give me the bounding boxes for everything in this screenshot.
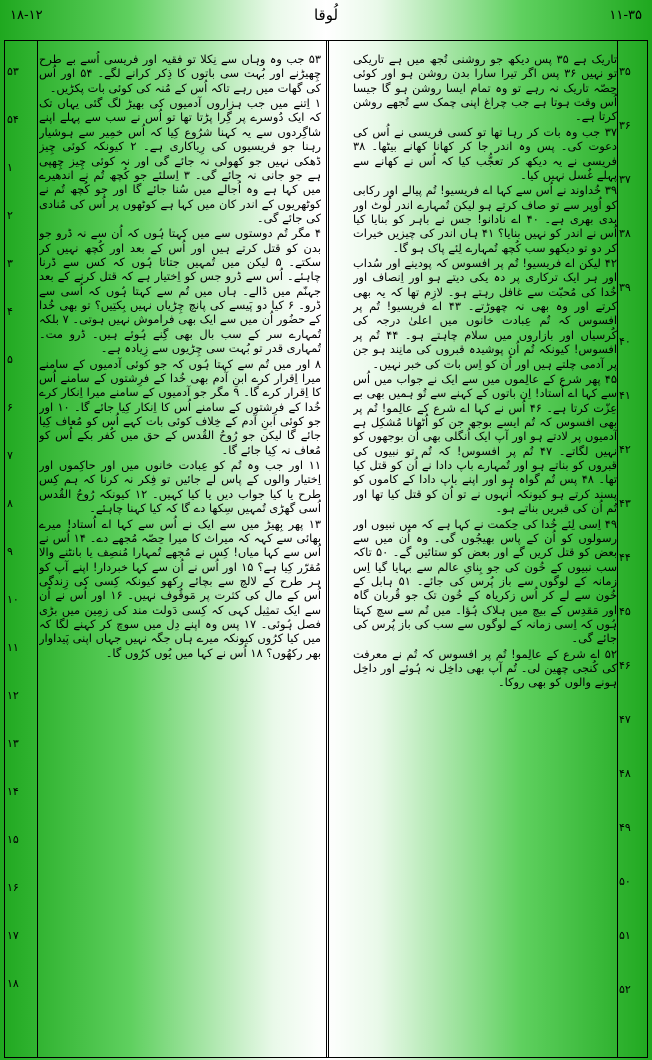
verse-number: ۵۳ [7,65,19,78]
chapter-verse-left: ۱۸-۱۲ [10,8,43,23]
right-text-column [353,51,617,1049]
verse-number: ۳۶ [619,119,631,132]
verse-number: ۵۴ [7,113,19,126]
verse-paragraph: ۵۳ جب وہ وہاں سے نِکلا تو فقیہ اور فریسی اُسے بے طرح چِھیڑنے اور بُہت سی باتوں کا ذِکر کرانے لگے۔ ۵۴ اور اُس کی گھات میں رہے تاکہ اُس کے مُنہ کی کوئی بات پکڑیں۔ [39,52,321,95]
verse-paragraph: ۱۱ اور جب وہ تُم کو عِبادت خانوں میں اور حاکِموں اور اِختیار والوں کے پاس لے جائیں تو فِکر نہ کرنا کہ ہم کِس طرح یا کیا جواب دیں یا کیا کہیں۔ ۱۲ کیونکہ رُوحُ القُدس اُسی گھڑی تُمہیں سِکھا دے گا کہ کیا کہنا چاہئے۔ [39,458,321,516]
verse-paragraph: ۸ اور میں تُم سے کہتا ہُوں کہ جو کوئی آدمیوں کے سامنے میرا اِقرار کرے ابنِ آدم بھی خُدا کے فرِشتوں کے سامنے اُس کا اِقرار کرے گا۔ ۹ مگر جو آدمیوں کے سامنے میرا اِنکار کرے خُدا کے فرِشتوں کے سامنے اُس کا اِنکار کِیا جائے گا۔ ۱۰ اور جو کوئی ابنِ آدم کے خِلاف کوئی بات کہے اُس کو مُعاف کِیا جائے گا لیکن جو رُوحُ القُدس کے حق میں کُفر بکے اُس کو مُعاف نہ کِیا جائے گا۔ [39,356,321,457]
verse-number: ۴۲ [619,443,631,456]
verse-number: ۵۰ [619,875,631,888]
verse-number: ۴۱ [619,389,631,402]
verse-number: ۱۱ [7,641,19,654]
verse-number: ۱۰ [7,593,19,606]
verse-paragraph: تاریک ہے ۳۵ پس دیکھ جو روشنی تُجھ میں ہے تاریکی تو نہیں ۳۶ پس اگر تیرا سارا بدن روشن ہو اور کوئی حِصّہ تاریک نہ رہے تو وہ تمام ایسا روشن ہو گا جیسا اُس وقت ہوتا ہے جب چراغ اپنی چمک سے تُجھے روشن کرتا ہے۔ [353,52,617,124]
chapter-verse-right: ۱۱-۳۵ [609,8,642,23]
verse-number: ۷ [7,449,13,462]
book-title: لُوقا [313,6,339,24]
verse-paragraph: ۳۹ خُداوند نے اُس سے کہا اے فریسیو! تُم پیالے اور رکابی کو اُوپر سے تو صاف کرتے ہو لیکن تُمہارے اندر لُوٹ اور بدی بھری ہے۔ ۴۰ اے نادانو! جس نے باہر کو بنایا کیا اُس نے اندر کو نہیں بنایا؟ ۴۱ ہاں اندر کی چیزیں خیرات کر دو تو دیکھو سب کُچھ تُمہارے لِئے پاک ہو گا۔ [353,183,617,255]
verse-number: ۴ [7,305,13,318]
verse-number: ۳۸ [619,227,631,240]
verse-number: ۳۷ [619,173,631,186]
right-margin-rule [617,41,618,1057]
verse-number: ۵۲ [619,983,631,996]
verse-paragraph: ۱۳ پھر بِھیڑ میں سے ایک نے اُس سے کہا اے اُستاد! میرے بھائی سے کہہ کہ میراث کا میرا حِصّہ مُجھے دے۔ ۱۴ اُس نے اُس سے کہا میاں! کِس نے مُجھے تُمہارا مُنصِف یا بانٹنے والا مُقرّر کِیا ہے؟ ۱۵ اور اُس نے اُن سے کہا خبردار! اپنے آپ کو ہر طرح کے لالچ سے بچائے رکھو کیونکہ کِسی کی زِندگی اُس کے مال کی کثرت پر مَوقُوف نہیں۔ ۱۶ اور اُس نے اُن سے ایک تمثِیل کہی کہ کِسی دَولت مند کی زمِین میں بڑی فصل ہُوئی۔ ۱۷ پس وہ اپنے دِل میں سوچ کر کہنے لگا کہ میں کیا کرُوں کیونکہ میرے ہاں جگہ نہیں جہاں اپنی پَیداوار بھر رکھُوں؟ ۱۸ اُس نے کہا میں یُوں کرُوں گا۔ [39,516,321,660]
verse-number: ۸ [7,497,13,510]
verse-paragraph: ۴۹ اِسی لِئے خُدا کی حِکمت نے کہا ہے کہ میں نبیوں اور رسولوں کو اُن کے پاس بھیجُوں گی۔ وہ اُن میں سے بعض کو قتل کریں گے اور بعض کو ستائیں گے۔ ۵۰ تاکہ سب نبیوں کے خُون کی جو بِنایِ عالم سے بہایا گیا اِس زمانہ کے لوگوں سے باز پُرس کی جائے۔ ۵۱ ہابل کے خُون سے لے کر اُس زکریاہ کے خُون تک جو قُربان گاہ اور مَقدِس کے بیچ میں ہلاک ہُؤا۔ میں تُم سے سچ کہتا ہُوں کہ اِسی زمانہ کے لوگوں سے سب کی باز پُرس کی جائے گی۔ [353,516,617,646]
left-text-column [39,51,321,1049]
verse-number: ۴۴ [619,551,631,564]
verse-number: ۴۹ [619,821,631,834]
verse-number: ۱۴ [7,785,19,798]
verse-paragraph: ۴۲ لیکن اے فریسیو! تُم پر افسوس کہ پودینے اور سُداب اور ہر ایک ترکاری پر دہ یکی دیتے ہو اور اِنصاف اور خُدا کی مُحبّت سے غافل رہتے ہو۔ لازِم تھا کہ یہ بھی کرتے اور وہ بھی نہ چھوڑتے۔ ۴۳ اے فریسیو! تُم پر افسوس کہ تُم عِبادت خانوں میں اعلیٰ درجہ کی کُرسیاں اور بازاروں میں سلام چاہتے ہو۔ ۴۴ تُم پر افسوس! کیونکہ تُم اُن پوشیدہ قبروں کی مانِند ہو جن پر آدمی چلتے ہیں اور اُن کو اِس بات کی خبر نہیں۔ [353,256,617,371]
verse-number: ۱۵ [7,833,19,846]
left-verse-numbers [7,51,37,1049]
verse-number: ۴۷ [619,713,631,726]
right-verse-numbers [619,51,649,1049]
verse-number: ۴۶ [619,659,631,672]
verse-number: ۴۵ [619,605,631,618]
verse-number: ۵۱ [619,929,631,942]
verse-number: ۴۰ [619,335,631,348]
verse-paragraph: ۵۲ اے شرع کے عالِمو! تُم پر افسوس کہ تُم نے معرفت کی کُنجی چھین لی۔ تُم آپ بھی داخِل نہ ہُوئے اور داخِل ہونے والوں کو بھی روکا۔ [353,646,617,690]
verse-paragraph: ۳۷ جب وہ بات کر رہا تھا تو کسی فریسی نے اُس کی دعوت کی۔ پس وہ اندر جا کر کھانا کھانے بیٹھا۔ ۳۸ فریسی نے یہ دیکھ کر تعجُّب کیا کہ اُس نے کھانے سے پہلے غُسل نہیں کیا۔ [353,124,617,182]
verse-number: ۱۷ [7,929,19,942]
verse-number: ۱۲ [7,689,19,702]
left-margin-rule [37,41,38,1057]
verse-number: ۹ [7,545,13,558]
verse-paragraph: ۴۵ پھر شرع کے عالِموں میں سے ایک نے جواب میں اُس سے کہا اے اُستاد! اِن باتوں کے کہنے سے تُو ہمیں بھی بے عِزّت کرتا ہے۔ ۴۶ اُس نے کہا اے شرع کے عالِمو! تُم پر بھی افسوس کہ تُم ایسے بوجھ جن کو اُٹھانا مُشکِل ہے آدمیوں پر لادتے ہو اور آپ ایک اُنگلی بھی اُن بوجھوں کو نہیں لگاتے۔ ۴۷ تُم پر افسوس! کہ تُم تو نبیوں کی قبروں کو بناتے ہو اور تُمہارے باپ دادا نے اُن کو قتل کیا تھا۔ ۴۸ پس تُم گواہ ہو اور اپنے باپ دادا کے کاموں کو پسند کرتے ہو کیونکہ اُنہوں نے تو اُن کو قتل کیا تھا اور تُم اُن کی قبریں بناتے ہو۔ [353,371,617,516]
verse-number: ۶ [7,401,13,414]
verse-paragraph: ۱ اِتنے میں جب ہزاروں آدمیوں کی بھیڑ لگ گئی یہاں تک کہ ایک دُوسرے پر گِرا پڑتا تھا تو اُس نے سب سے پہلے اپنے شاگِردوں سے یہ کہنا شرُوع کِیا کہ اُس خمِیر سے ہوشیار رہنا جو فریسیوں کی رِیاکاری ہے۔ ۲ کیونکہ کوئی چِیز ڈھکی نہیں جو کھولی نہ جائے گی اور نہ کوئی چِیز چِھپی ہے جو جانی نہ جائے گی۔ ۳ اِسلئے جو کُچھ تُم نے اندھیرے میں کہا ہے وہ اُجالے میں سُنا جائے گا اور جو کُچھ تُم نے کوٹھریوں کے اندر کان میں کہا ہے کوٹھوں پر اُس کی مُنادی کی جائے گی۔ [39,96,321,225]
verse-number: ۱۳ [7,737,19,750]
verse-number: ۳ [7,257,13,270]
verse-paragraph: ۴ مگر تُم دوستوں سے میں کہتا ہُوں کہ اُن سے نہ ڈرو جو بدن کو قتل کرتے ہیں اور اُس کے بعد اور کُچھ نہیں کر سکتے۔ ۵ لیکن میں تُمہیں جتاتا ہُوں کہ کس سے ڈرنا چاہئے۔ اُس سے ڈرو جس کو اِختیار ہے کہ قتل کرنے کے بعد جہنّم میں ڈالے۔ ہاں میں تُم سے کہتا ہُوں کہ اُسی سے ڈرو۔ ۶ کیا دو پَیسے کی پانچ چِڑیاں نہیں بِکتِیں؟ تو بھی خُدا کے حضُور اُن میں سے ایک بھی فراموش نہیں ہوتی۔ ۷ بلکہ تُمہارے سر کے سب بال بھی گِنے ہُوئے ہیں۔ ڈرو مت۔ تُمہاری قدر تو بُہت سی چِڑیوں سے زِیادہ ہے۔ [39,226,321,356]
page-header [0,0,652,40]
verse-number: ۲ [7,209,13,222]
verse-number: ۱ [7,161,13,174]
verse-number: ۵ [7,353,13,366]
verse-number: ۳۹ [619,281,631,294]
verse-number: ۳۵ [619,65,631,78]
verse-number: ۴۸ [619,767,631,780]
verse-number: ۴۳ [619,497,631,510]
verse-number: ۱۶ [7,881,19,894]
verse-number: ۱۸ [7,977,19,990]
column-divider-right [328,41,329,1057]
column-divider-left [326,41,327,1057]
page-body [4,40,648,1058]
